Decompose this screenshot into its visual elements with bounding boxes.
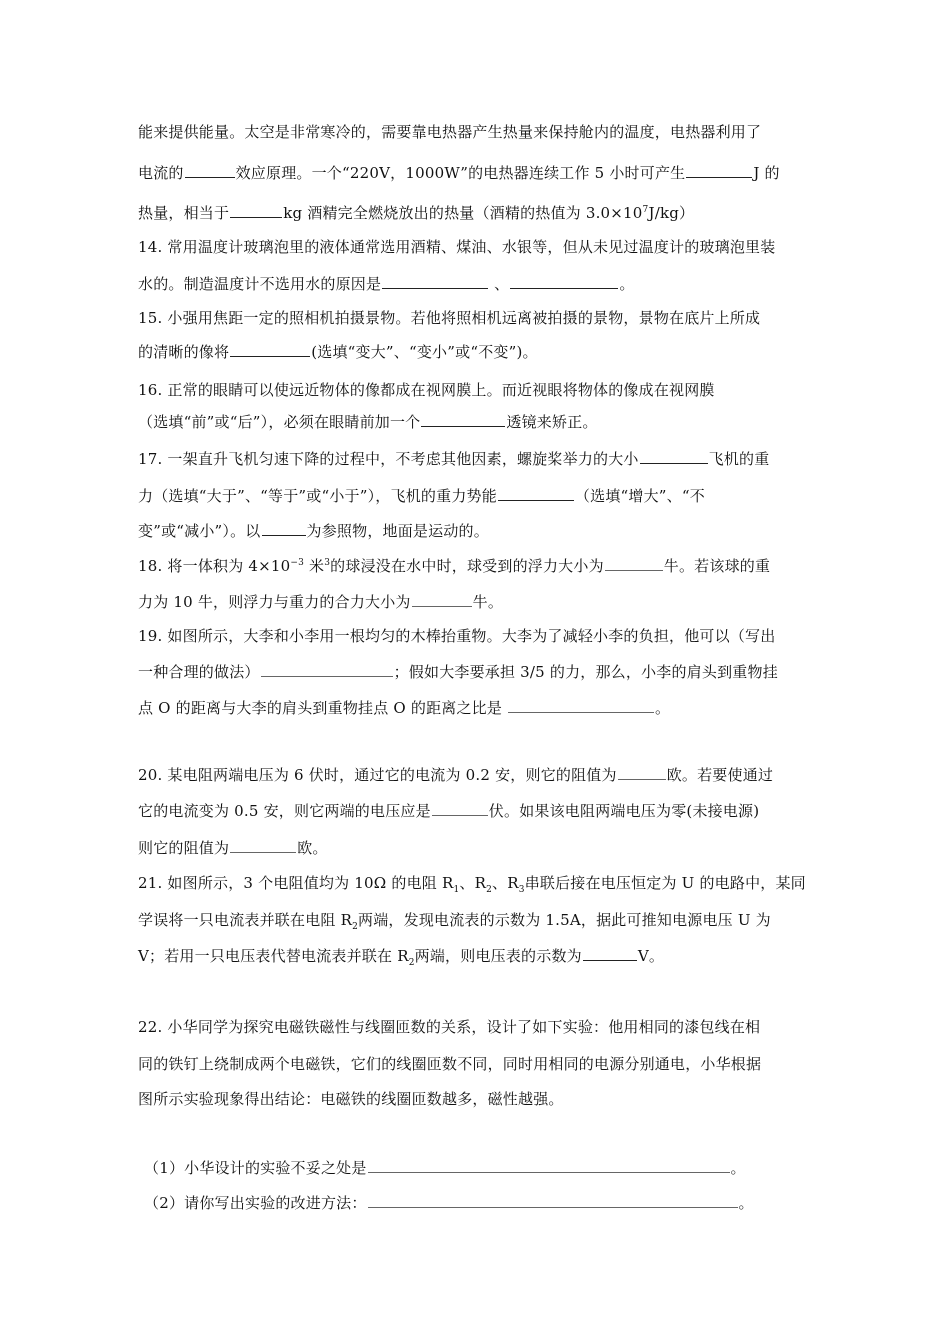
text-line [138, 380, 715, 400]
text: 热量，相当于 [138, 204, 230, 222]
text: 效应原理。一个“220V，1000W”的电热器连续工作 5 小时可产生 [235, 164, 686, 182]
answer-blank[interactable] [498, 486, 574, 501]
text: 为参照物，地面是运动的。 [306, 522, 489, 540]
text: 它的电流变为 0.5 安，则它两端的电压应是 [138, 802, 431, 820]
text: 两端，发现电流表的示数为 1.5A，据此可推知电源电压 U 为 [358, 911, 771, 929]
text: 点 O 的距离与大李的肩头到重物挂点 O 的距离之比是 [138, 699, 508, 717]
text: 则它的阻值为 [138, 839, 230, 857]
text: 伏。如果该电阻两端电压为零(未接电源) [488, 802, 760, 820]
text-line [144, 1193, 754, 1213]
text: 图所示实验现象得出结论：电磁铁的线圈匝数越多，磁性越强。 [138, 1090, 564, 1108]
answer-blank[interactable] [510, 274, 618, 289]
text-line [138, 1054, 761, 1074]
text: （选填“增大”、“不 [574, 487, 705, 505]
text-line [138, 521, 489, 541]
text-line [138, 203, 694, 223]
text-line [138, 412, 598, 432]
text: 学误将一只电流表并联在电阻 R [138, 911, 353, 929]
text: 。 [738, 1194, 754, 1212]
text: 牛。若该球的重 [663, 557, 771, 575]
answer-blank[interactable] [640, 449, 708, 464]
answer-blank[interactable] [185, 163, 235, 178]
answer-blank[interactable] [368, 1158, 730, 1173]
text: 牛。 [472, 593, 504, 611]
text: V；若用一只电压表代替电流表并联在 R [138, 947, 409, 965]
text: 的球浸没在水中时，球受到的浮力大小为 [330, 557, 604, 575]
text-line [138, 163, 780, 183]
question-18-text: 18. 将一体积为 4×10 [138, 557, 291, 575]
question-13-text: 能来提供能量。太空是非常寒冷的，需要靠电热器产生热量来保持舱内的温度，电热器利用了 [138, 123, 762, 141]
text-line [138, 626, 775, 646]
subscript: 3 [518, 885, 525, 895]
answer-blank[interactable] [261, 662, 393, 677]
text-line [138, 486, 705, 506]
text: 、R [459, 874, 487, 892]
text-line [138, 342, 538, 362]
text: 欧。 [297, 839, 328, 857]
text-line [138, 801, 759, 821]
answer-blank[interactable] [230, 342, 310, 357]
text: 一种合理的做法） [138, 663, 260, 681]
text: 飞机的重 [708, 450, 770, 468]
text: 。 [730, 1159, 746, 1177]
text: 欧。若要使通过 [666, 766, 774, 784]
text: （选填“前”或“后”），必须在眼睛前加一个 [138, 413, 421, 431]
question-15-text: 15. 小强用焦距一定的照相机拍摄景物。若他将照相机远离被拍摄的景物，景物在底片上所成 [138, 309, 761, 327]
text: 。 [619, 275, 635, 293]
text: kg 酒精完全燃烧放出的热量（酒精的热值为 3.0×10 [283, 204, 643, 222]
text: 。 [655, 699, 671, 717]
text: J 的 [753, 164, 780, 182]
subscript: 2 [352, 922, 359, 932]
text: 变”或“减小”）。以 [138, 522, 261, 540]
text: 水的。制造温度计不选用水的原因是 [138, 275, 382, 293]
text-line [138, 274, 635, 294]
text-line [138, 592, 503, 612]
subscript: 1 [453, 885, 460, 895]
answer-blank[interactable] [262, 521, 306, 536]
answer-blank[interactable] [230, 838, 296, 853]
question-19-text: 19. 如图所示，大李和小李用一根均匀的木棒抬重物。大李为了减轻小李的负担，他可以（写出 [138, 627, 776, 645]
sub-question-2: （2）请你写出实验的改进方法： [144, 1194, 367, 1212]
text: 、R [492, 874, 519, 892]
answer-blank[interactable] [421, 412, 505, 427]
question-14-text: 14. 常用温度计玻璃泡里的液体通常选用酒精、煤油、水银等，但从未见过温度计的玻璃泡里装 [138, 238, 776, 256]
answer-blank[interactable] [605, 556, 663, 571]
text-line [138, 1089, 564, 1109]
text-line [138, 946, 664, 966]
text: 力（选填“大于”、“等于”或“小于”），飞机的重力势能 [138, 487, 497, 505]
answer-blank[interactable] [412, 592, 472, 607]
text-line [138, 449, 769, 469]
text-line [138, 122, 761, 142]
text: 力为 10 牛，则浮力与重力的合力大小为 [138, 593, 411, 611]
text-line [138, 662, 778, 682]
text-line [138, 237, 775, 257]
subscript: 2 [408, 958, 415, 968]
answer-blank[interactable] [686, 163, 752, 178]
text: 同的铁钉上绕制成两个电磁铁，它们的线圈匝数不同，同时用相同的电源分别通电，小华根据 [138, 1055, 762, 1073]
question-20-text: 20. 某电阻两端电压为 6 伏时，通过它的电流为 0.2 安，则它的阻值为 [138, 766, 617, 784]
text: (选填“变大”、“变小”或“不变”)。 [311, 343, 538, 361]
text-line [138, 765, 773, 785]
text-line [138, 698, 670, 718]
text-line [138, 308, 760, 328]
text-line [138, 873, 806, 893]
text-line [138, 838, 328, 858]
superscript: 7 [642, 205, 649, 215]
answer-blank[interactable] [583, 946, 637, 961]
answer-blank[interactable] [230, 203, 282, 218]
text: 、 [489, 275, 510, 293]
text: 两端，则电压表的示数为 [414, 947, 582, 965]
text: J/kg） [648, 204, 695, 222]
text-line [138, 556, 770, 576]
text-line [144, 1158, 746, 1178]
text: 米 [304, 557, 325, 575]
answer-blank[interactable] [368, 1193, 738, 1208]
answer-blank[interactable] [432, 801, 488, 816]
question-16-text: 16. 正常的眼睛可以使远近物体的像都成在视网膜上。而近视眼将物体的像成在视网膜 [138, 381, 715, 399]
superscript: 3 [324, 558, 331, 568]
text: 电流的 [138, 164, 184, 182]
text: ；假如大李要承担 3/5 的力，那么，小李的肩头到重物挂 [393, 663, 778, 681]
text: 的清晰的像将 [138, 343, 230, 361]
text: 串联后接在电压恒定为 U 的电路中，某同 [524, 874, 806, 892]
question-17-text: 17. 一架直升飞机匀速下降的过程中，不考虑其他因素，螺旋桨举力的大小 [138, 450, 639, 468]
answer-blank[interactable] [618, 765, 666, 780]
text-line [138, 1017, 760, 1037]
question-21-text: 21. 如图所示，3 个电阻值均为 10Ω 的电阻 R [138, 874, 454, 892]
answer-blank[interactable] [382, 274, 488, 289]
subscript: 2 [486, 885, 493, 895]
sub-question-1: （1）小华设计的实验不妥之处是 [144, 1159, 367, 1177]
text: V。 [637, 947, 665, 965]
text-line [138, 910, 771, 930]
answer-blank[interactable] [508, 698, 654, 713]
superscript: −3 [290, 558, 305, 568]
text: 透镜来矫正。 [506, 413, 598, 431]
question-22-text: 22. 小华同学为探究电磁铁磁性与线圈匝数的关系，设计了如下实验：他用相同的漆包线在相 [138, 1018, 761, 1036]
